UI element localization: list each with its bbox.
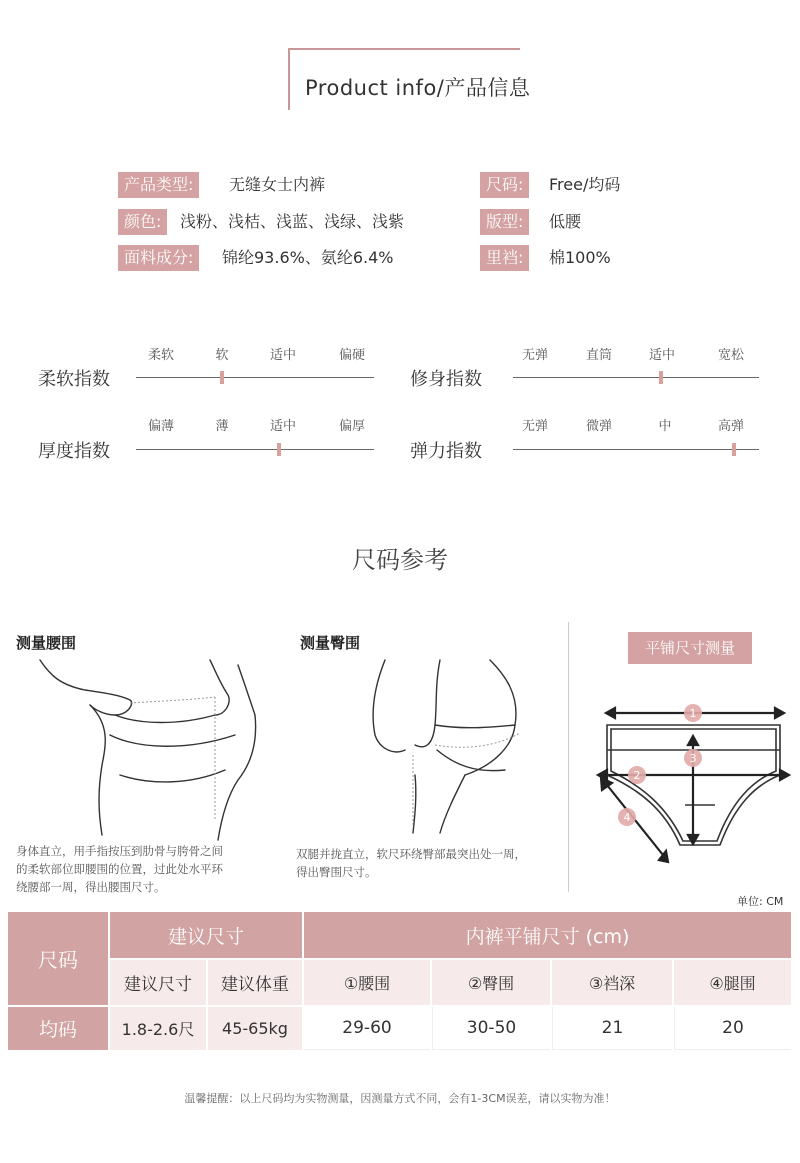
elasticity-scale-line [513,449,759,450]
flat-measure-diagram [595,695,795,865]
elasticity-scale-label: 高弹 [717,419,745,434]
sub-header-cell: ④腿围 [674,960,791,1005]
marker-1: 1 [689,707,697,720]
fit-scale-label: 无弹 [521,348,549,363]
fit-index-title: 修身指数 [410,369,482,390]
table-cell: 1.8-2.6尺 [110,1007,206,1050]
type-label: 产品类型: [118,172,199,198]
flat-measure-label: 平铺尺寸测量 [628,632,752,664]
elasticity-scale-label: 无弹 [521,419,549,434]
softness-scale-label: 偏硬 [338,348,366,363]
table-cell: 21 [552,1007,672,1050]
table-cell: 29-60 [304,1007,430,1050]
fit-scale-label: 适中 [648,348,676,363]
elasticity-scale-label: 微弹 [585,419,613,434]
style-value: 低腰 [549,212,582,231]
marker-3: 3 [689,752,697,765]
table-cell: 30-50 [432,1007,550,1050]
sub-header-cell: 建议尺寸 [110,960,206,1005]
hip-measure-title: 测量臀围 [300,634,361,652]
crotch-label: 里裆: [480,245,529,271]
waist-measure-title: 测量腰围 [16,634,77,652]
sub-header-cell: 建议体重 [208,960,302,1005]
size-label: 尺码: [480,172,529,198]
table-cell: 45-65kg [208,1007,302,1050]
fit-scale-label: 宽松 [717,348,745,363]
sub-header-cell: ①腰围 [304,960,430,1005]
thickness-scale-label: 偏厚 [338,419,366,434]
size-value: Free/均码 [549,175,621,194]
fit-scale-label: 直筒 [585,348,613,363]
marker-4: 4 [623,811,631,824]
size-header-cell: 尺码 [8,912,108,1005]
thickness-scale-label: 适中 [269,419,297,434]
sub-header-cell: ③裆深 [552,960,672,1005]
section-divider [568,622,569,892]
hip-measure-description: 双腿并拢直立，软尺环绕臀部最突出处一周， 得出臀围尺寸。 [296,847,526,879]
elasticity-index-title: 弹力指数 [410,441,482,462]
sub-header-cell: ②臀围 [432,960,550,1005]
color-label: 颜色: [118,209,167,235]
fabric-label: 面料成分: [118,245,199,271]
type-value: 无缝女士内裤 [229,175,326,194]
softness-level-marker [220,371,224,384]
flat-header-cell: 内裤平铺尺寸 (cm) [304,912,791,958]
thickness-level-marker [277,443,281,456]
table-cell: 20 [674,1007,791,1050]
elasticity-level-marker [732,443,736,456]
footnote: 温馨提醒：以上尺码均为实物测量，因测量方式不同，会有1-3CM误差，请以实物为准！ [184,1092,616,1105]
fit-scale-line [513,377,759,378]
suggest-header-cell: 建议尺寸 [110,912,302,958]
softness-scale-label: 软 [215,348,229,363]
fabric-value: 锦纶93.6%、氨纶6.4% [222,248,394,267]
unit-label: 单位: CM [737,895,784,908]
softness-scale-label: 适中 [269,348,297,363]
thickness-index-title: 厚度指数 [38,441,110,462]
size-table [8,912,791,1050]
size-reference-title: 尺码参考 [352,546,448,574]
color-value: 浅粉、浅桔、浅蓝、浅绿、浅紫 [180,212,405,231]
softness-scale-line [136,377,374,378]
page-title: Product info/产品信息 [305,76,531,100]
crotch-value: 棉100% [549,248,611,267]
size-value-cell: 均码 [8,1007,108,1050]
thickness-scale-line [136,449,374,450]
waist-measure-illustration [10,655,280,845]
thickness-scale-label: 薄 [215,419,229,434]
softness-scale-label: 柔软 [147,348,175,363]
marker-2: 2 [633,769,641,782]
softness-index-title: 柔软指数 [38,369,110,390]
thickness-scale-label: 偏薄 [147,419,175,434]
fit-level-marker [659,371,663,384]
hip-measure-illustration [355,655,555,835]
style-label: 版型: [480,209,529,235]
elasticity-scale-label: 中 [658,419,672,434]
waist-measure-description: 身体直立，用手指按压到肋骨与胯骨之间 的柔软部位即腰围的位置，过此处水平环 绕腰部一周，得出腰围尺寸。 [16,844,223,894]
